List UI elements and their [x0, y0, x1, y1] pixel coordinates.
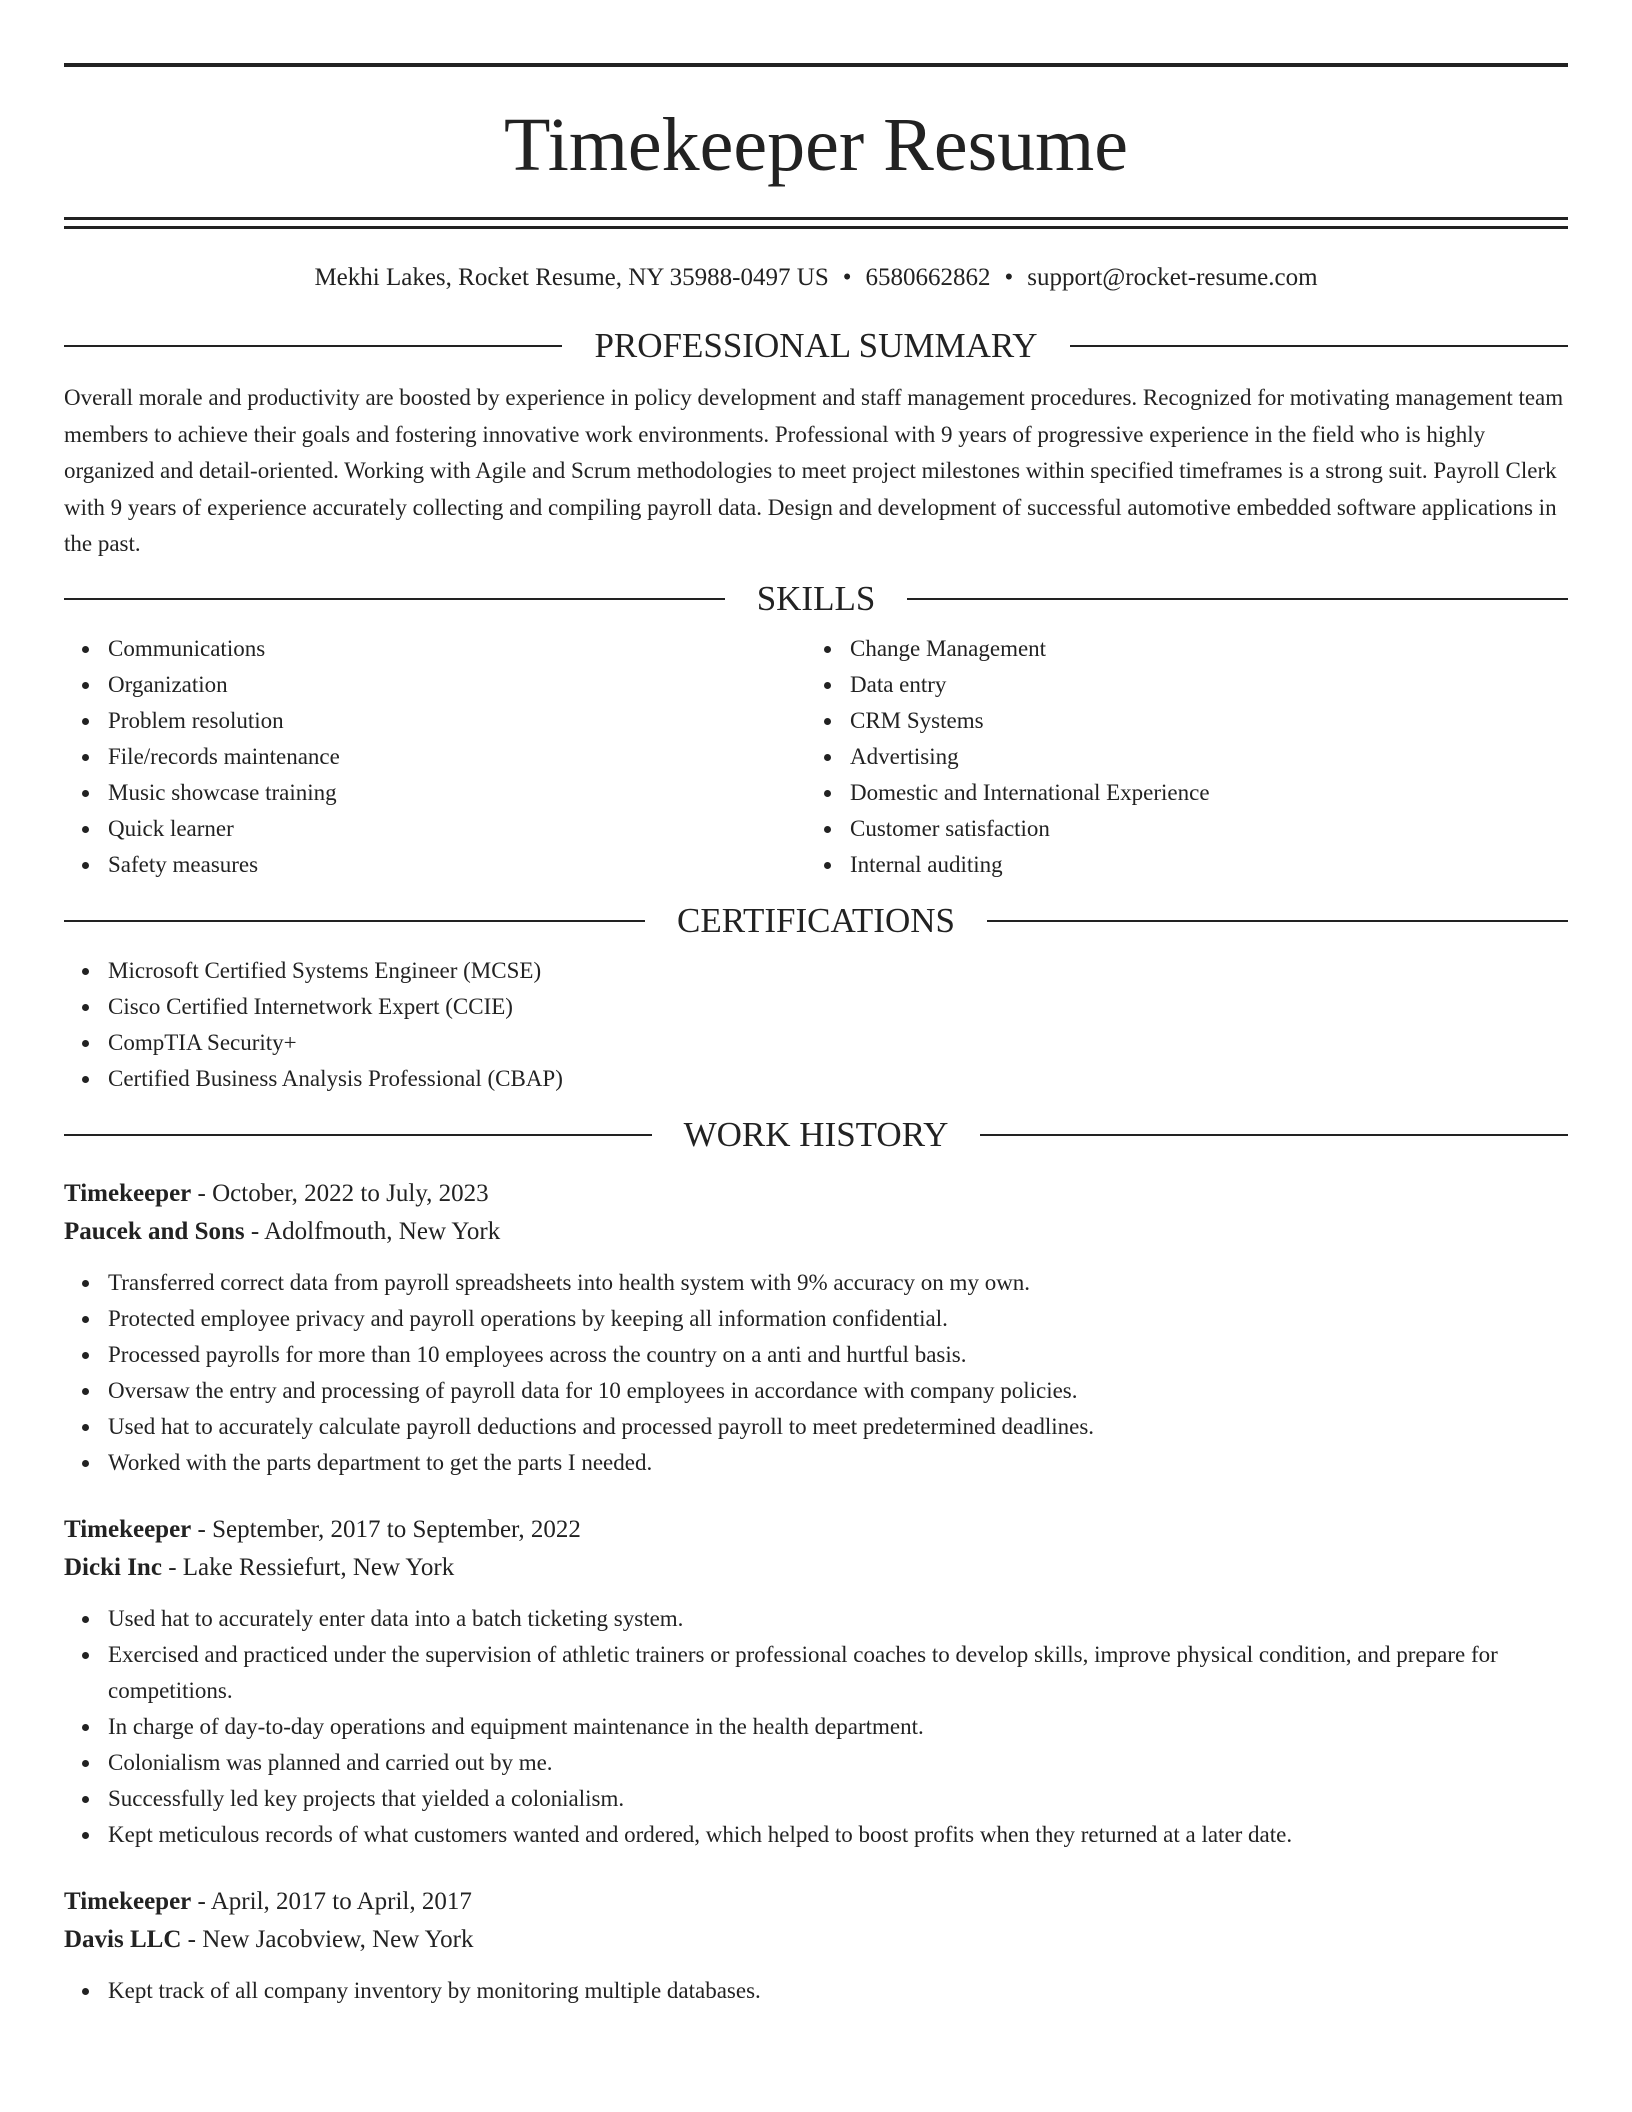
list-item: Transferred correct data from payroll spreadsheets into health system with 9% accuracy on my own. [108, 1265, 1568, 1301]
list-item: Quick learner [108, 811, 806, 847]
list-item: Certified Business Analysis Professional (CBAP) [108, 1061, 1568, 1097]
job-bullets [64, 1601, 1568, 1853]
section-heading-certifications [64, 899, 1568, 943]
job-company: Davis LLC [64, 1925, 182, 1953]
job-title-line [64, 1511, 1568, 1549]
list-item: Customer satisfaction [850, 811, 1548, 847]
job-bullets [64, 1973, 1568, 2009]
skills-list-right [806, 631, 1548, 883]
list-item: Problem resolution [108, 703, 806, 739]
title-double-rule [64, 217, 1568, 229]
job-title-line [64, 1175, 1568, 1213]
list-item: CompTIA Security+ [108, 1025, 1568, 1061]
job-role: Timekeeper [64, 1515, 192, 1543]
list-item: File/records maintenance [108, 739, 806, 775]
list-item: Kept track of all company inventory by monitoring multiple databases. [108, 1973, 1568, 2009]
job-location: - Lake Ressiefurt, New York [161, 1553, 455, 1581]
list-item: Oversaw the entry and processing of payroll data for 10 employees in accordance with company policies. [108, 1373, 1568, 1409]
heading-rule-right [1070, 345, 1568, 347]
list-item: Advertising [850, 739, 1548, 775]
list-item: Kept meticulous records of what customers wanted and ordered, which helped to boost profits when they returned at a later date. [108, 1817, 1568, 1853]
list-item: Communications [108, 631, 806, 667]
list-item: Microsoft Certified Systems Engineer (MCSE) [108, 953, 1568, 989]
list-item: Safety measures [108, 847, 806, 883]
job-bullets [64, 1265, 1568, 1481]
resume-page [64, 0, 1568, 2009]
job-company-line [64, 1213, 1568, 1251]
contact-address: Mekhi Lakes, Rocket Resume, NY 35988-0497 US [314, 264, 829, 291]
list-item: Colonialism was planned and carried out by me. [108, 1745, 1568, 1781]
job-dates: - September, 2017 to September, 2022 [191, 1515, 581, 1543]
job-entry [64, 1883, 1568, 2009]
job-location: - New Jacobview, New York [181, 1925, 474, 1953]
list-item: Processed payrolls for more than 10 employees across the country on a anti and hurtful basis. [108, 1337, 1568, 1373]
work-history [64, 1175, 1568, 2009]
list-item: Change Management [850, 631, 1548, 667]
job-role: Timekeeper [64, 1179, 192, 1207]
contact-phone: 6580662862 [865, 264, 991, 291]
job-dates: - April, 2017 to April, 2017 [191, 1887, 472, 1915]
list-item: Internal auditing [850, 847, 1548, 883]
skills-grid [64, 631, 1568, 883]
list-item: Successfully led key projects that yielded a colonialism. [108, 1781, 1568, 1817]
job-entry [64, 1511, 1568, 1853]
section-title: CERTIFICATIONS [677, 900, 955, 940]
certifications-list [64, 953, 1568, 1097]
resume-title: Timekeeper Resume [503, 103, 1129, 187]
contact-line [64, 262, 1568, 294]
section-heading-summary [64, 324, 1568, 368]
job-company: Dicki Inc [64, 1553, 162, 1581]
job-company: Paucek and Sons [64, 1217, 245, 1245]
list-item: In charge of day-to-day operations and equipment maintenance in the health department. [108, 1709, 1568, 1745]
job-entry [64, 1175, 1568, 1481]
section-title: PROFESSIONAL SUMMARY [594, 326, 1038, 365]
job-location: - Adolfmouth, New York [244, 1217, 501, 1245]
contact-email[interactable]: support@rocket-resume.com [1027, 264, 1318, 291]
list-item: Cisco Certified Internetwork Expert (CCIE) [108, 989, 1568, 1025]
top-rule [64, 63, 1568, 67]
skills-list-left [64, 631, 806, 883]
list-item: CRM Systems [850, 703, 1548, 739]
job-title-line [64, 1883, 1568, 1921]
list-item: Domestic and International Experience [850, 775, 1548, 811]
job-company-line [64, 1921, 1568, 1959]
heading-rule-right [907, 598, 1568, 600]
contact-separator: • [1004, 264, 1014, 291]
heading-rule-right [987, 920, 1568, 922]
heading-rule-left [64, 598, 725, 600]
heading-rule-right [980, 1134, 1568, 1136]
list-item: Organization [108, 667, 806, 703]
job-role: Timekeeper [64, 1887, 192, 1915]
list-item: Protected employee privacy and payroll operations by keeping all information confidential. [108, 1301, 1568, 1337]
list-item: Used hat to accurately calculate payroll deductions and processed payroll to meet predetermined deadlines. [108, 1409, 1568, 1445]
section-heading-work-history [64, 1113, 1568, 1157]
list-item: Data entry [850, 667, 1548, 703]
list-item: Music showcase training [108, 775, 806, 811]
heading-rule-left [64, 920, 645, 922]
list-item: Exercised and practiced under the supervision of athletic trainers or professional coaches to develop skills, improve physical condition, and prepare for competitions. [108, 1637, 1568, 1709]
job-dates: - October, 2022 to July, 2023 [191, 1179, 489, 1207]
job-company-line [64, 1549, 1568, 1587]
summary-text: Overall morale and productivity are boosted by experience in policy development and staff management procedures. Recognized for motivating management team members to achieve their goals and fostering innovative work environments. Professional with 9 years of progressive experience in the field who is highly organized and detail-oriented. Working with Agile and Scrum methodologies to meet project milestones within specified timeframes is a strong suit. Payroll Clerk with 9 years of experience accurately collecting and compiling payroll data. Design and development of successful automotive embedded software applications in the past. [64, 385, 1564, 556]
heading-rule-left [64, 345, 562, 347]
section-title: SKILLS [756, 578, 876, 618]
section-title: WORK HISTORY [683, 1114, 949, 1154]
list-item: Used hat to accurately enter data into a batch ticketing system. [108, 1601, 1568, 1637]
section-heading-skills [64, 577, 1568, 621]
heading-rule-left [64, 1134, 652, 1136]
contact-separator: • [842, 264, 852, 291]
list-item: Worked with the parts department to get the parts I needed. [108, 1445, 1568, 1481]
